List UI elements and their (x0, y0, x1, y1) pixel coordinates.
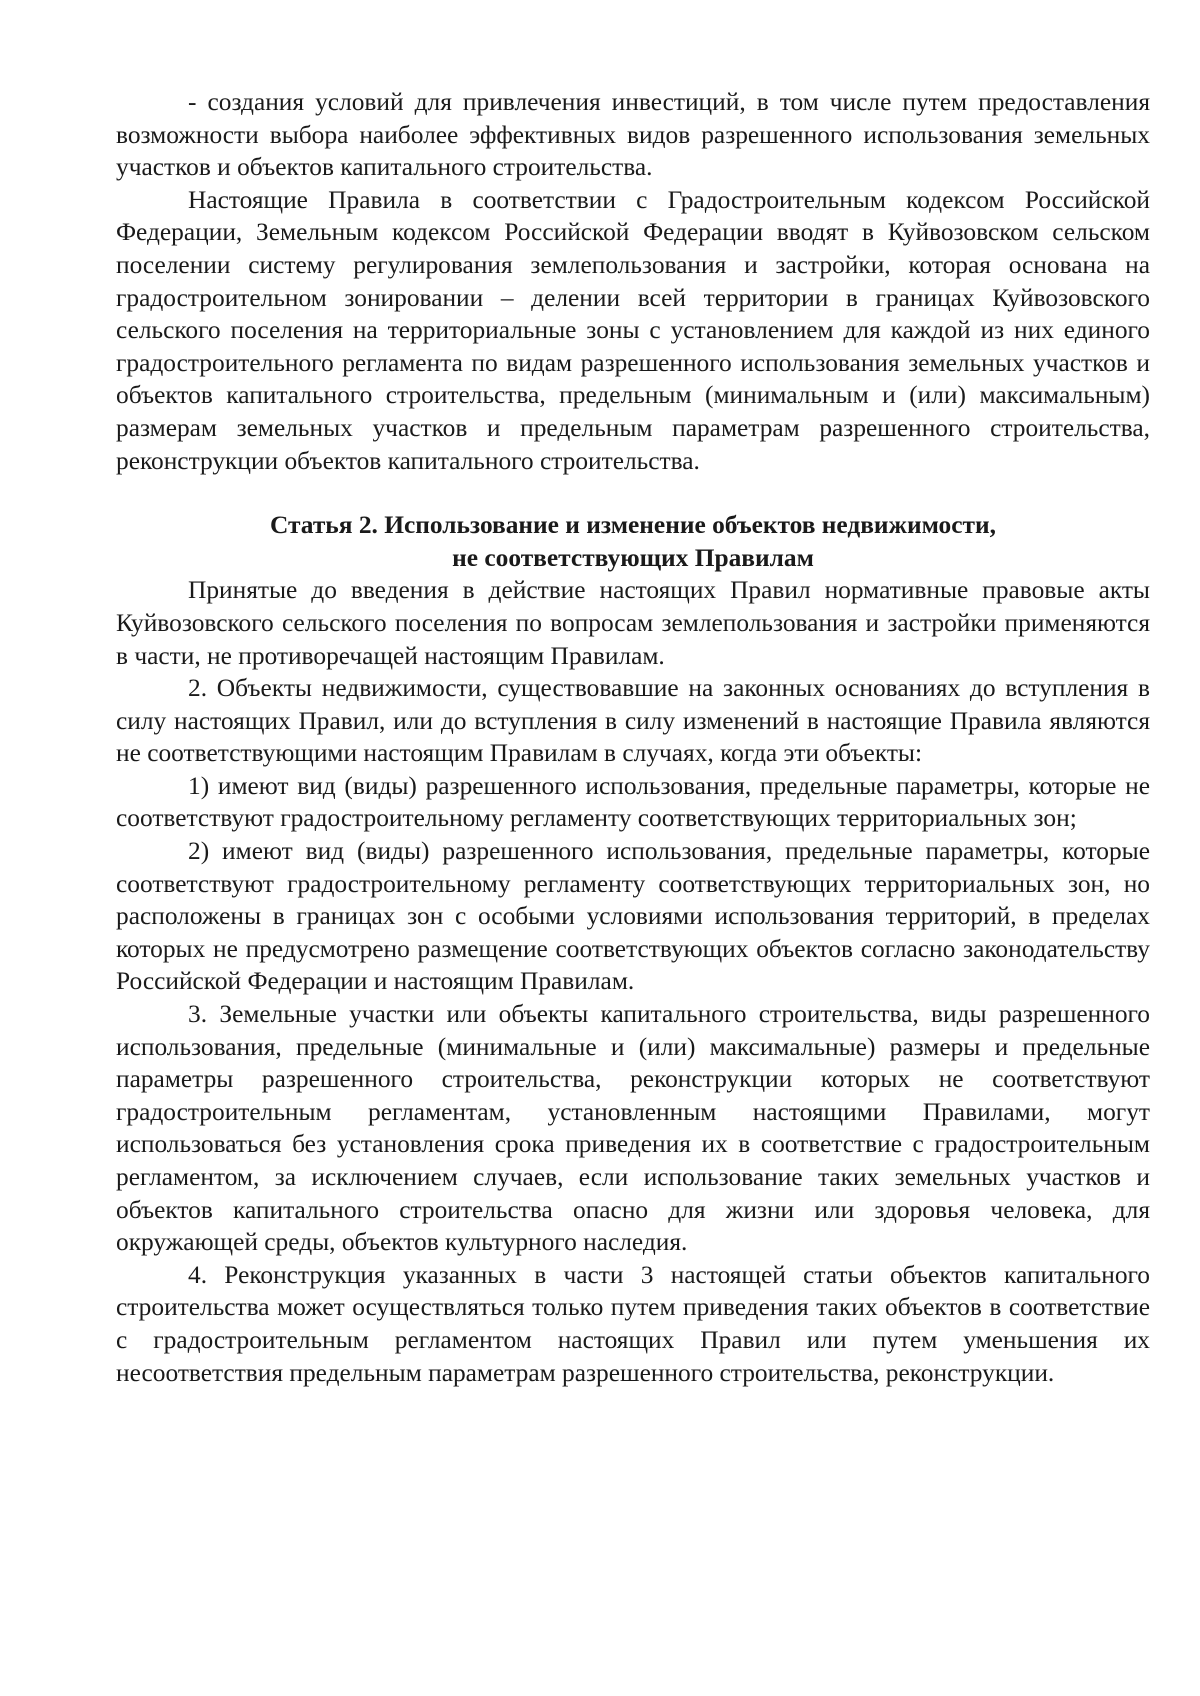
document-body (116, 86, 1150, 1389)
article-2-heading-line-2: не соответствующих Правилам (452, 543, 814, 572)
article-2-heading (116, 509, 1150, 574)
article-2-heading-line-1: Статья 2. Использование и изменение объектов недвижимости, (270, 511, 996, 540)
paragraph-item-4: 4. Реконструкция указанных в части 3 настоящей статьи объектов капитального строительства может осуществляться только путем приведения таких объектов в соответствие с градостроительным регламентом настоящих Правил или путем уменьшения их несоответствия предельным параметрам разрешенного строительства, реконструкции. (116, 1260, 1150, 1387)
paragraph-rules-zoning-system: Настоящие Правила в соответствии с Градостроительным кодексом Российской Федерации, Земельным кодексом Российской Федерации вводят в Куйвозовском сельском поселении систему регулирования землепользования и застройки, которая основана на градостроительном зонировании – делении всей территории в границах Куйвозовского сельского поселения на территориальные зоны с установлением для каждой из них единого градостроительного регламента по видам разрешенного использования земельных участков и объектов капитального строительства, предельным (минимальным и (или) максимальным) размерам земельных участков и предельным параметрам разрешенного строительства, реконструкции объектов капитального строительства. (116, 185, 1150, 475)
paragraph-item-2: 2. Объекты недвижимости, существовавшие на законных основаниях до вступления в силу настоящих Правил, или до вступления в силу изменений в настоящие Правила являются не соответствующими настоящим Правилам в случаях, когда эти объекты: (116, 674, 1150, 768)
paragraph-item-3: 3. Земельные участки или объекты капитального строительства, виды разрешенного использования, предельные (минимальные и (или) максимальные) размеры и предельные параметры разрешенного строительства, реконструкции которых не соответствуют градостроительным регламентам, установленным настоящими Правилами, могут использоваться без установления срока приведения их в соответствие с градостроительным регламентом, за исключением случаев, если использование таких земельных участков и объектов капитального строительства опасно для жизни или здоровья человека, для окружающей среды, объектов культурного наследия. (116, 1000, 1150, 1257)
paragraph-prior-acts: Принятые до введения в действие настоящих Правил нормативные правовые акты Куйвозовского сельского поселения по вопросам землепользования и застройки применяются в части, не противоречащей настоящим Правилам. (116, 576, 1150, 670)
paragraph-subitem-2: 2) имеют вид (виды) разрешенного использования, предельные параметры, которые соответствуют градостроительному регламенту соответствующих территориальных зон, но расположены в границах зон с особыми условиями использования территорий, в пределах которых не предусмотрено размещение соответствующих объектов согласно законодательству Российской Федерации и настоящим Правилам. (116, 837, 1150, 996)
paragraph-investment-conditions: - создания условий для привлечения инвестиций, в том числе путем предоставления возможности выбора наиболее эффективных видов разрешенного использования земельных участков и объектов капитального строительства. (116, 88, 1150, 182)
paragraph-subitem-1: 1) имеют вид (виды) разрешенного использования, предельные параметры, которые не соответствуют градостроительному регламенту соответствующих территориальных зон; (116, 771, 1150, 833)
